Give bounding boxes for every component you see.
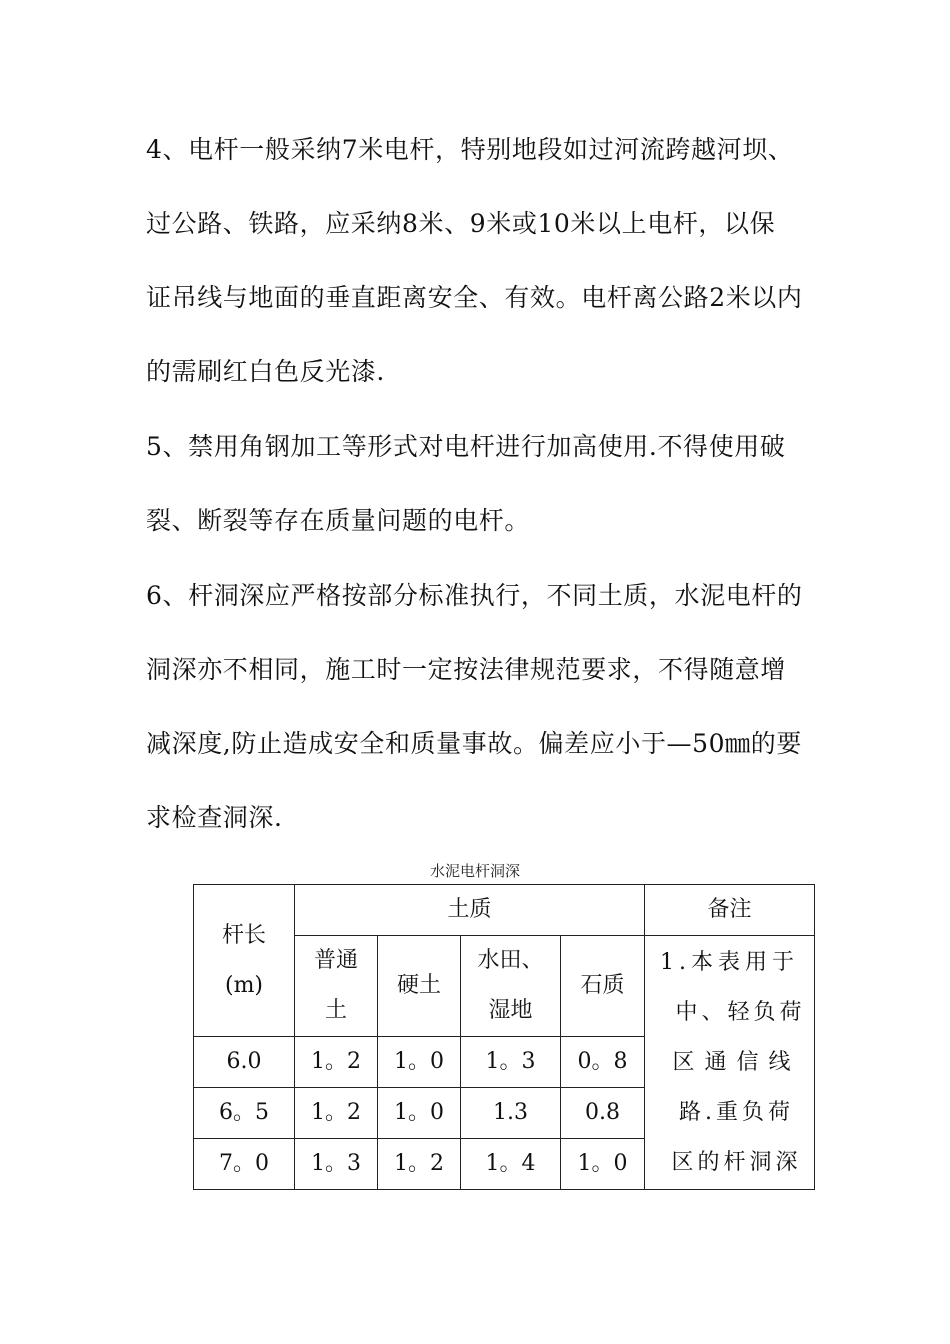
- value-cell: 1。0: [561, 1139, 645, 1190]
- header-text: 土: [324, 998, 347, 1023]
- value-cell: 1。3: [295, 1139, 378, 1190]
- table-header-row: [194, 885, 815, 936]
- value-cell: 1。0: [378, 1037, 461, 1088]
- soil-type-header: [378, 936, 461, 1037]
- paragraph-line: 4、电杆一般采纳7米电杆，特别地段如过河流跨越河坝、: [146, 135, 794, 164]
- soil-type-header: [561, 936, 645, 1037]
- value-cell: 1。4: [461, 1139, 561, 1190]
- value-cell: 1。0: [378, 1088, 461, 1139]
- value-cell: 1。2: [295, 1088, 378, 1139]
- paragraph-line: 过公路、铁路，应采纳8米、9米或10米以上电杆，以保: [146, 209, 776, 238]
- remark-line: 区通信线: [672, 1049, 801, 1075]
- pole-length-header: [194, 885, 295, 1037]
- paragraph-line: 减深度,防止造成安全和质量事故。偏差应小于—50㎜的要: [146, 729, 802, 758]
- remarks-cell: [645, 936, 815, 1190]
- value-cell: 0.8: [561, 1088, 645, 1139]
- value-cell: 1。2: [378, 1139, 461, 1190]
- table-caption: 水泥电杆洞深: [429, 862, 520, 880]
- header-text: 水田、: [477, 948, 544, 973]
- header-text: 石质: [580, 973, 625, 998]
- paragraph-5: [146, 429, 808, 539]
- header-unit: (m): [224, 972, 264, 998]
- value-cell: 1。2: [295, 1037, 378, 1088]
- header-text: 杆长: [221, 922, 266, 948]
- remark-line: 路.重负荷: [679, 1099, 794, 1125]
- paragraph-line: 5、禁用角钢加工等形式对电杆进行加高使用.不得使用破: [146, 432, 786, 461]
- soil-type-header: [461, 936, 561, 1037]
- paragraph-line: 裂、断裂等存在质量问题的电杆。: [146, 506, 531, 535]
- pole-depth-table: [193, 884, 815, 1190]
- remarks-header: 备注: [645, 885, 815, 936]
- value-cell: 1。3: [461, 1037, 561, 1088]
- remark-line: 中、轻负荷: [675, 999, 806, 1025]
- length-cell: 7。0: [194, 1139, 295, 1190]
- value-cell: 1.3: [461, 1088, 561, 1139]
- header-text: 硬土: [396, 973, 441, 998]
- header-text: 湿地: [488, 998, 533, 1023]
- soil-group-header: 土质: [295, 885, 645, 936]
- paragraph-line: 的需刷红白色反光漆.: [146, 357, 385, 386]
- header-text: 普通: [313, 948, 358, 973]
- remark-line: 区的杆洞深: [671, 1149, 802, 1175]
- paragraph-4: [146, 132, 808, 390]
- paragraph-line: 6、杆洞深应严格按部分标准执行，不同土质，水泥电杆的: [146, 581, 803, 610]
- paragraph-line: 求检查洞深.: [146, 803, 283, 832]
- paragraph-6: [146, 578, 808, 836]
- length-cell: 6.0: [194, 1037, 295, 1088]
- soil-type-header: [295, 936, 378, 1037]
- length-cell: 6。5: [194, 1088, 295, 1139]
- paragraph-line: 证吊线与地面的垂直距离安全、有效。电杆离公路2米以内: [146, 283, 803, 312]
- remark-line: 1.本表用于: [660, 949, 799, 975]
- paragraph-line: 洞深亦不相同，施工时一定按法律规范要求，不得随意增: [146, 655, 787, 684]
- value-cell: 0。8: [561, 1037, 645, 1088]
